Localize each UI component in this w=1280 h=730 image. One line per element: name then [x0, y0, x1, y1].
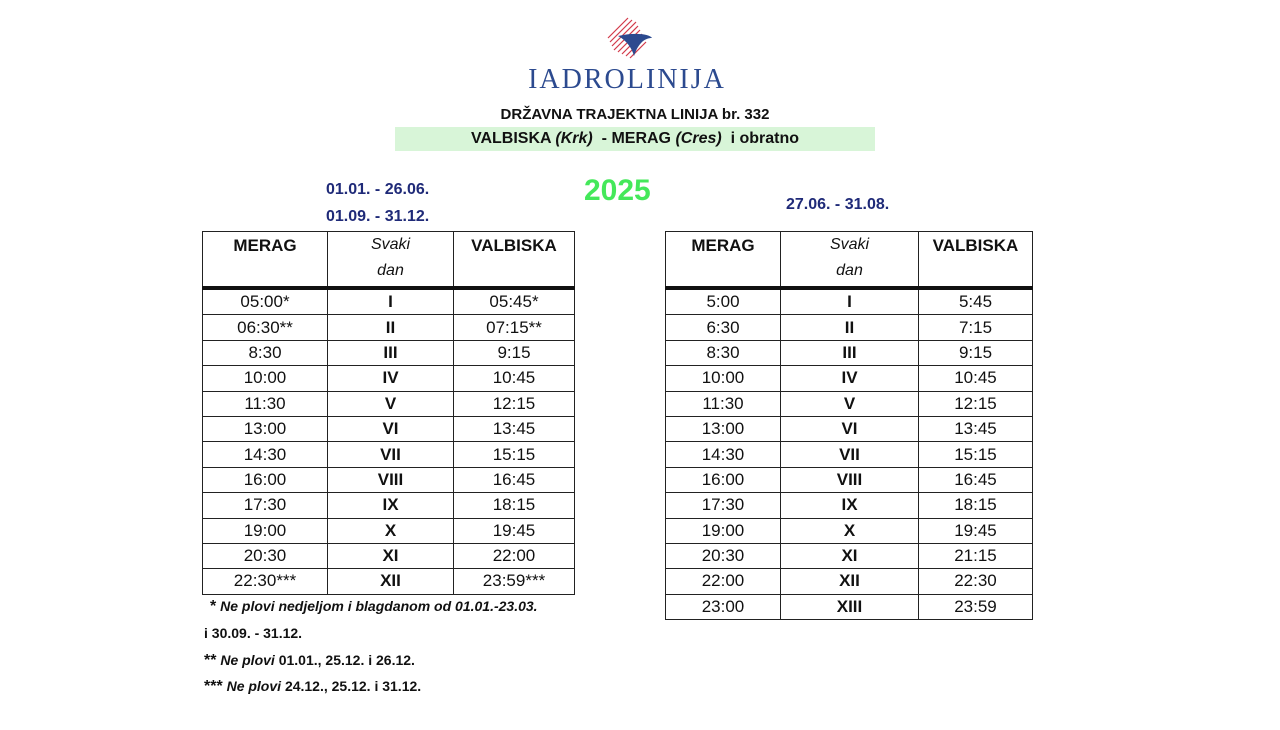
route-from-island: (Krk) [555, 130, 593, 147]
footnote-1-mark: * [210, 598, 217, 615]
table-row [666, 543, 1033, 568]
footnote-3-label: Ne plovi [226, 678, 282, 694]
departure-number: IX [328, 493, 454, 518]
departure-number: II [781, 315, 919, 340]
merag-time: 5:00 [666, 288, 781, 315]
departure-number: XI [781, 543, 919, 568]
merag-time: 8:30 [203, 340, 328, 365]
departure-number: VIII [781, 467, 919, 492]
table-row [203, 518, 575, 543]
departure-number: IV [781, 366, 919, 391]
table-row [666, 569, 1033, 594]
departure-number: XII [781, 569, 919, 594]
merag-time: 23:00 [666, 594, 781, 619]
table-row [203, 493, 575, 518]
table-row [666, 366, 1033, 391]
departure-number: III [781, 340, 919, 365]
valbiska-time: 18:15 [454, 493, 575, 518]
merag-time: 19:00 [203, 518, 328, 543]
footnote-1-cont: i 30.09. - 31.12. [204, 625, 303, 641]
departure-number: I [781, 288, 919, 315]
left-period-1: 01.01. - 26.06. [326, 181, 430, 198]
valbiska-time: 23:59*** [454, 569, 575, 594]
valbiska-time: 12:15 [919, 391, 1033, 416]
footnote-2-mark: ** [204, 652, 217, 669]
merag-time: 19:00 [666, 518, 781, 543]
departure-number: VIII [328, 467, 454, 492]
table-row [666, 493, 1033, 518]
footnote-1-text: Ne plovi nedjeljom i blagdanom od 01.01.-23.03. [220, 598, 538, 614]
left-period-2: 01.09. - 31.12. [326, 208, 430, 225]
table-row [666, 416, 1033, 441]
route-dash: - [601, 130, 607, 147]
merag-time: 05:00* [203, 288, 328, 315]
merag-time: 17:30 [203, 493, 328, 518]
valbiska-time: 9:15 [919, 340, 1033, 365]
table-header-row [666, 232, 1033, 289]
valbiska-time: 10:45 [454, 366, 575, 391]
merag-time: 6:30 [666, 315, 781, 340]
year-title: 2025 [584, 174, 651, 207]
footnote-2 [204, 652, 415, 670]
merag-time: 13:00 [203, 416, 328, 441]
merag-time: 14:30 [666, 442, 781, 467]
departure-number: V [328, 391, 454, 416]
table-row [203, 288, 575, 315]
right-period: 27.06. - 31.08. [786, 196, 890, 213]
table-row [203, 315, 575, 340]
company-logo [508, 14, 738, 94]
table-header-row [203, 232, 575, 289]
departure-number: VI [781, 416, 919, 441]
merag-time: 17:30 [666, 493, 781, 518]
departure-number: IV [328, 366, 454, 391]
valbiska-time: 7:15 [919, 315, 1033, 340]
merag-time: 13:00 [666, 416, 781, 441]
valbiska-time: 16:45 [454, 467, 575, 492]
line-title: DRŽAVNA TRAJEKTNA LINIJA br. 332 [500, 106, 770, 123]
merag-time: 22:30*** [203, 569, 328, 594]
table-row [203, 391, 575, 416]
departure-number: VII [328, 442, 454, 467]
table-row [666, 315, 1033, 340]
table-row [666, 442, 1033, 467]
route-suffix: i obratno [730, 130, 800, 147]
merag-time: 14:30 [203, 442, 328, 467]
footnote-2-label: Ne plovi [220, 652, 275, 668]
footnote-3 [204, 678, 421, 696]
valbiska-time: 23:59 [919, 594, 1033, 619]
footnote-3-mark: *** [204, 678, 223, 695]
departure-number: III [328, 340, 454, 365]
departure-number: XI [328, 543, 454, 568]
table-row [203, 543, 575, 568]
table-row [203, 416, 575, 441]
table-row [666, 594, 1033, 619]
logo-emblem-icon [604, 14, 658, 66]
merag-time: 11:30 [203, 391, 328, 416]
departure-number: XIII [781, 594, 919, 619]
timetable-summer [665, 231, 1033, 620]
valbiska-time: 05:45* [454, 288, 575, 315]
col-header-daily-1: Svaki [829, 236, 870, 253]
col-header-valbiska: VALBISKA [919, 232, 1033, 289]
valbiska-time: 21:15 [919, 543, 1033, 568]
route-bar [395, 127, 875, 151]
footnote-1 [210, 598, 538, 616]
table-row [203, 366, 575, 391]
valbiska-time: 16:45 [919, 467, 1033, 492]
merag-time: 10:00 [666, 366, 781, 391]
valbiska-time: 15:15 [919, 442, 1033, 467]
departure-number: IX [781, 493, 919, 518]
merag-time: 20:30 [666, 543, 781, 568]
merag-time: 16:00 [666, 467, 781, 492]
col-header-merag: MERAG [203, 232, 328, 289]
valbiska-time: 10:45 [919, 366, 1033, 391]
merag-time: 16:00 [203, 467, 328, 492]
col-header-valbiska: VALBISKA [454, 232, 575, 289]
departure-number: XII [328, 569, 454, 594]
col-header-daily [781, 232, 919, 289]
merag-time: 11:30 [666, 391, 781, 416]
col-header-daily-1: Svaki [370, 236, 411, 253]
merag-time: 22:00 [666, 569, 781, 594]
valbiska-time: 07:15** [454, 315, 575, 340]
col-header-daily [328, 232, 454, 289]
valbiska-time: 13:45 [454, 416, 575, 441]
departure-number: I [328, 288, 454, 315]
valbiska-time: 18:15 [919, 493, 1033, 518]
departure-number: X [328, 518, 454, 543]
valbiska-time: 22:00 [454, 543, 575, 568]
table-row [203, 340, 575, 365]
merag-time: 20:30 [203, 543, 328, 568]
table-row [203, 569, 575, 594]
valbiska-time: 22:30 [919, 569, 1033, 594]
route-to: MERAG [611, 130, 671, 147]
route-from: VALBISKA [470, 130, 551, 147]
footnote-3-text: 24.12., 25.12. i 31.12. [284, 678, 422, 694]
table-row [203, 442, 575, 467]
merag-time: 8:30 [666, 340, 781, 365]
valbiska-time: 13:45 [919, 416, 1033, 441]
col-header-daily-2: dan [836, 262, 863, 279]
departure-number: VI [328, 416, 454, 441]
timetable-off-season [202, 231, 575, 595]
merag-time: 06:30** [203, 315, 328, 340]
departure-number: X [781, 518, 919, 543]
valbiska-time: 5:45 [919, 288, 1033, 315]
route-to-island: (Cres) [675, 130, 722, 147]
departure-number: VII [781, 442, 919, 467]
table-row [203, 467, 575, 492]
table-row [666, 518, 1033, 543]
table-row [666, 391, 1033, 416]
valbiska-time: 19:45 [919, 518, 1033, 543]
valbiska-time: 15:15 [454, 442, 575, 467]
merag-time: 10:00 [203, 366, 328, 391]
valbiska-time: 9:15 [454, 340, 575, 365]
footnote-2-text: 01.01., 25.12. i 26.12. [278, 652, 415, 668]
departure-number: V [781, 391, 919, 416]
table-row [666, 467, 1033, 492]
valbiska-time: 12:15 [454, 391, 575, 416]
table-row [666, 340, 1033, 365]
table-row [666, 288, 1033, 315]
col-header-daily-2: dan [377, 262, 404, 279]
col-header-merag: MERAG [666, 232, 781, 289]
logo-text: IADROLINIJA [528, 64, 726, 95]
departure-number: II [328, 315, 454, 340]
valbiska-time: 19:45 [454, 518, 575, 543]
